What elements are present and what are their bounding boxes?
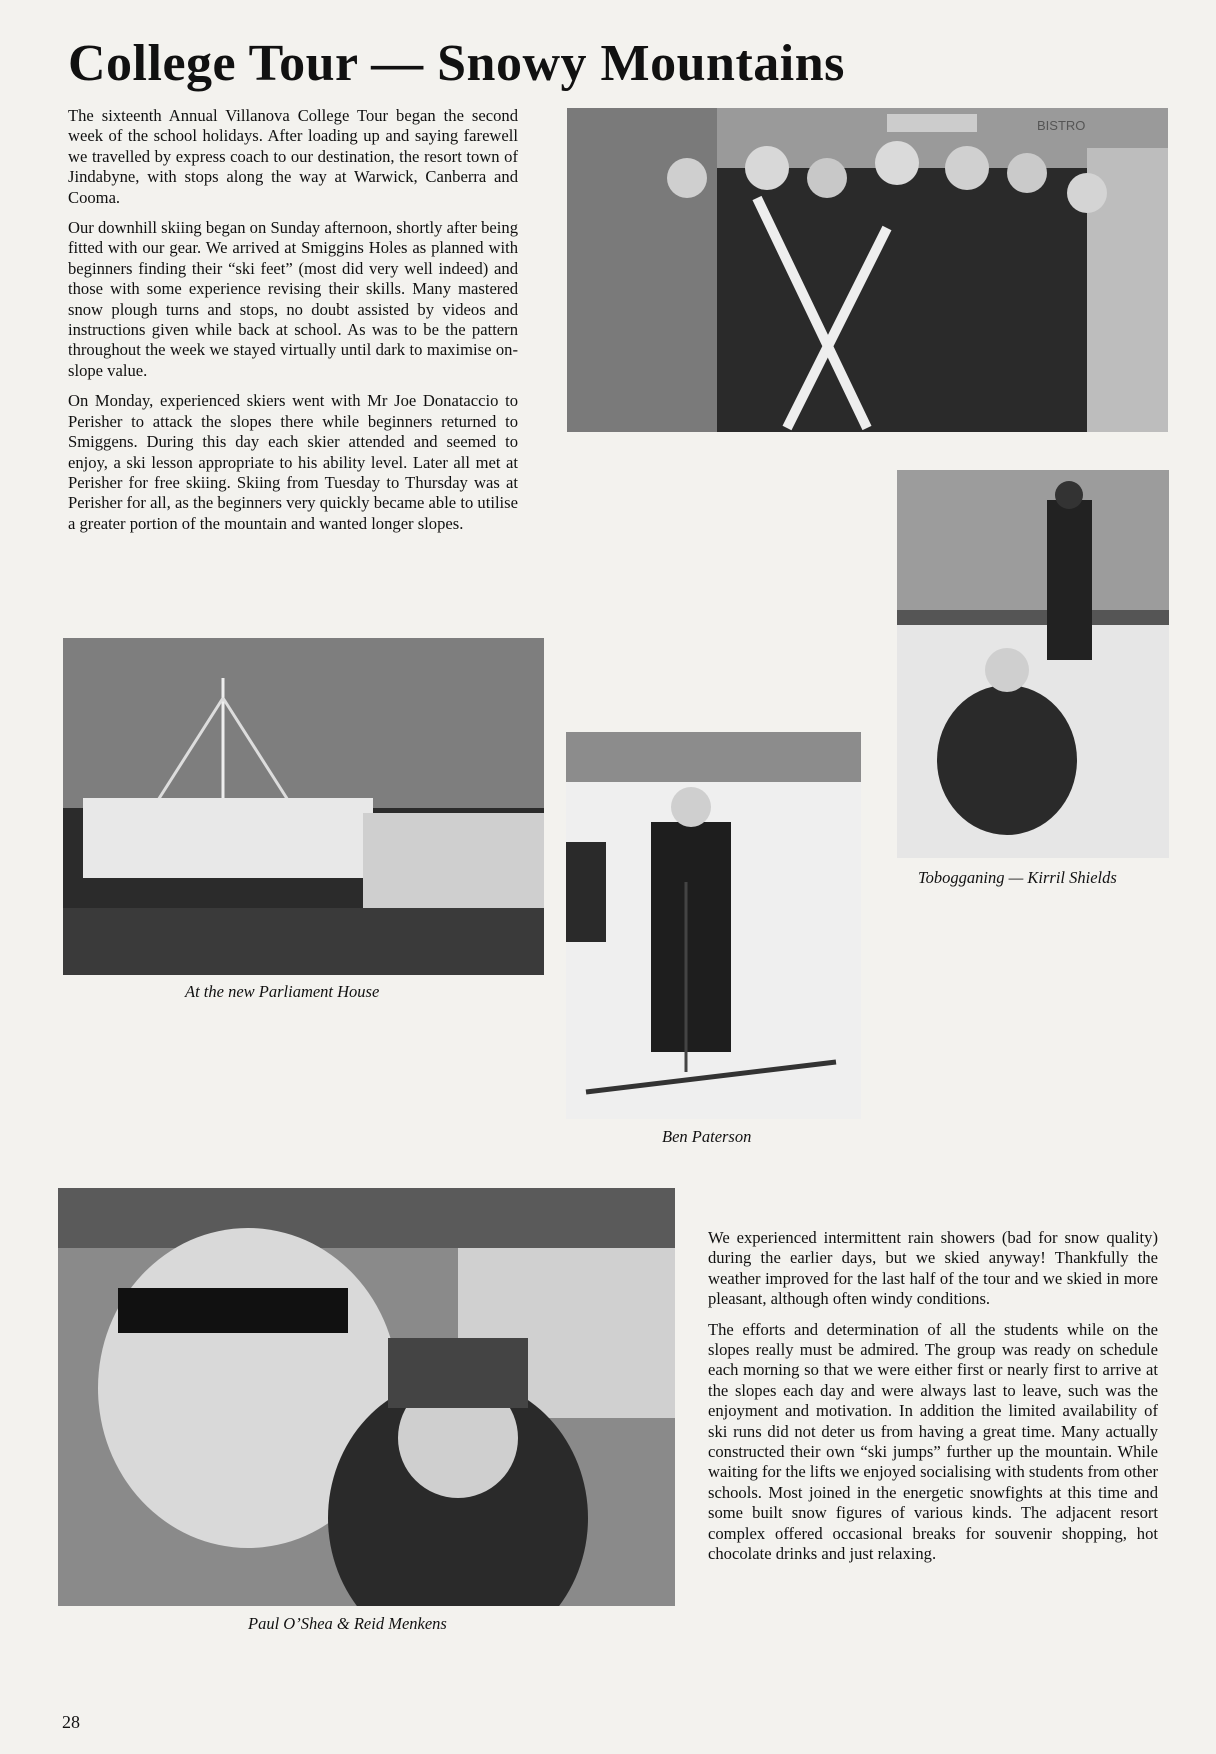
group-photo-art — [567, 108, 1168, 432]
page-number: 28 — [62, 1712, 80, 1732]
tobogganing-photo — [897, 470, 1169, 858]
paul-reid-caption: Paul O’Shea & Reid Menkens — [248, 1614, 447, 1633]
paragraph: The sixteenth Annual Villanova College Tour began the second week of the school holidays. After loading up and saying farewell we travelled by express coach to our destination, the resort town of Jindabyne, with stops along the way at Warwick, Canberra and Cooma. — [68, 106, 518, 207]
parliament-photo-art — [63, 638, 544, 975]
article-column-right — [708, 1228, 1158, 1575]
ben-paterson-photo-art — [566, 732, 861, 1119]
tobogganing-caption: Tobogganing — Kirril Shields — [918, 868, 1117, 887]
paragraph: The efforts and determination of all the students while on the slopes really must be admired. The group was ready on schedule each morning so that we were either first or nearly first to arrive at the slopes each day and were always last to leave, such was the enjoyment and motivation. In addition the limited availability of ski runs did not deter us from having a great time. Many actually constructed their own “ski jumps” further up the mountain. While waiting for the lifts we enjoyed socialising with students from other schools. Most joined in the energetic snowfights at this time and some built snow figures of various kinds. The adjacent resort complex offered occasional breaks for souvenir shopping, hot chocolate drinks and just relaxing. — [708, 1319, 1158, 1564]
ben-paterson-photo — [566, 732, 861, 1119]
paragraph: Our downhill skiing began on Sunday afternoon, shortly after being fitted with our gear. We arrived at Smiggins Holes as planned with beginners finding their “ski feet” (most did very well indeed) and those with some experience revising their skills. Many mastered snow plough turns and stops, no doubt assisted by videos and instructions given while back at school. As was to be the pattern throughout the week we stayed virtually until dark to maximise on-slope value. — [68, 218, 518, 380]
parliament-photo — [63, 638, 544, 975]
parliament-caption: At the new Parliament House — [185, 982, 380, 1001]
page-title: College Tour — Snowy Mountains — [68, 35, 845, 92]
bistro-sign-text: BISTRO — [1037, 118, 1086, 133]
paul-reid-photo — [58, 1188, 675, 1606]
paragraph: On Monday, experienced skiers went with Mr Joe Donataccio to Perisher to attack the slopes there while beginners returned to Smiggens. During this day each skier attended and seemed to enjoy, a ski lesson appropriate to his ability level. Later all met at Perisher for free skiing. Skiing from Tuesday to Thursday was at Perisher for all, as the beginners very quickly became able to utilise a greater portion of the mountain and wanted longer slopes. — [68, 391, 518, 533]
ben-paterson-caption: Ben Paterson — [662, 1127, 752, 1146]
tobogganing-photo-art — [897, 470, 1169, 858]
paul-reid-photo-art — [58, 1188, 675, 1606]
paragraph: We experienced intermittent rain showers (bad for snow quality) during the earlier days, but we skied anyway! Thankfully the weather improved for the last half of the tour and we skied in more pleasant, although often windy conditions. — [708, 1228, 1158, 1309]
article-column-left — [68, 106, 518, 544]
group-photo — [567, 108, 1168, 432]
